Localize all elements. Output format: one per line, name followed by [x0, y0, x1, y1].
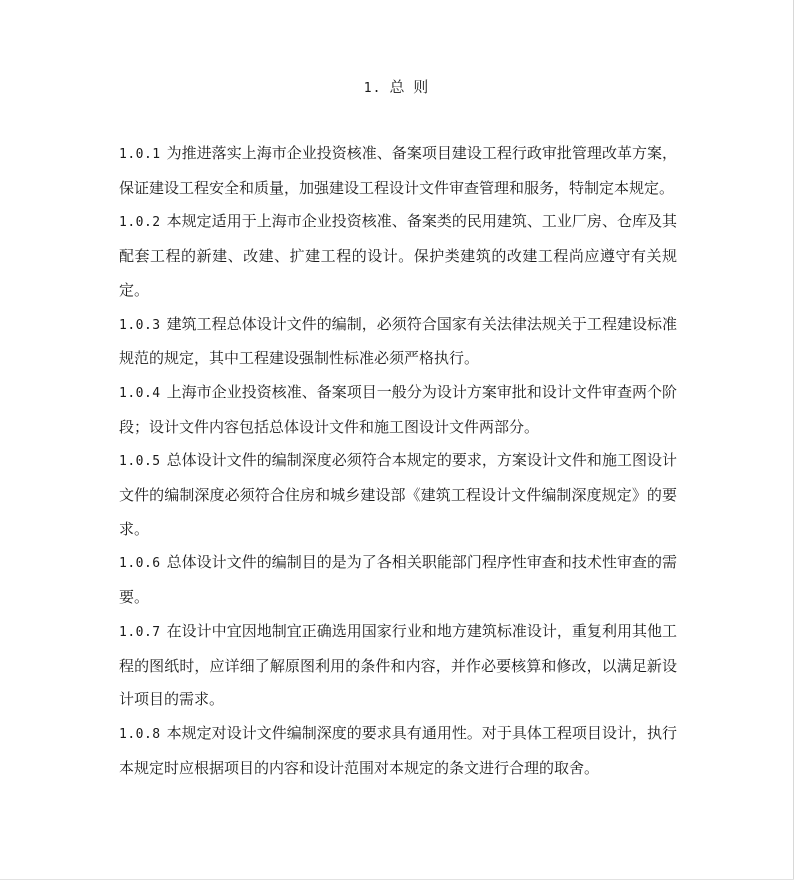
clause-1-0-8	[119, 717, 677, 785]
clause-number: 1.0.3	[119, 317, 161, 333]
clause-1-0-7	[119, 615, 677, 717]
section-title-number: 1.	[363, 81, 382, 96]
clause-number: 1.0.5	[119, 454, 161, 470]
section-title	[0, 76, 794, 100]
clause-text: 本规定对设计文件编制深度的要求具有通用性。对于具体工程项目设计，执行本规定时应根据项目的内容和设计范围对本规定的条文进行合理的取舍。	[119, 723, 677, 777]
clause-1-0-5	[119, 444, 677, 546]
clause-number: 1.0.6	[119, 556, 161, 572]
clause-text: 在设计中宜因地制宜正确选用国家行业和地方建筑标准设计，重复利用其他工程的图纸时，应详细了解原图利用的条件和内容，并作必要核算和修改，以满足新设计项目的需求。	[119, 621, 677, 709]
clause-text: 建筑工程总体设计文件的编制，必须符合国家有关法律法规关于工程建设标准规范的规定，其中工程建设强制性标准必须严格执行。	[119, 314, 677, 368]
clause-number: 1.0.1	[119, 147, 161, 162]
clause-text: 上海市企业投资核准、备案项目一般分为设计方案审批和设计文件审查两个阶段；设计文件内容包括总体设计文件和施工图设计文件两部分。	[119, 382, 677, 436]
clause-1-0-3	[119, 308, 677, 376]
clause-number: 1.0.7	[119, 624, 161, 640]
clause-number: 1.0.8	[119, 726, 161, 742]
clause-1-0-4	[119, 376, 677, 444]
clause-1-0-2	[119, 205, 677, 307]
clause-text: 总体设计文件的编制目的是为了各相关职能部门程序性审查和技术性审查的需要。	[119, 553, 677, 607]
clause-1-0-6	[119, 546, 677, 614]
clause-number: 1.0.4	[119, 385, 161, 401]
clause-1-0-1	[119, 137, 677, 205]
clause-number: 1.0.2	[119, 215, 161, 231]
clause-text: 总体设计文件的编制深度必须符合本规定的要求，方案设计文件和施工图设计文件的编制深度必须符合住房和城乡建设部《建筑工程设计文件编制深度规定》的要求。	[119, 451, 677, 538]
clause-text: 为推进落实上海市企业投资核准、备案项目建设工程行政审批管理改革方案，保证建设工程安全和质量，加强建设工程设计文件审查管理和服务，特制定本规定。	[119, 144, 677, 197]
clause-text: 本规定适用于上海市企业投资核准、备案类的民用建筑、工业厂房、仓库及其配套工程的新建、改建、扩建工程的设计。保护类建筑的改建工程尚应遵守有关规定。	[119, 212, 677, 299]
clause-list	[119, 137, 677, 785]
section-title-text: 总 则	[389, 78, 431, 96]
